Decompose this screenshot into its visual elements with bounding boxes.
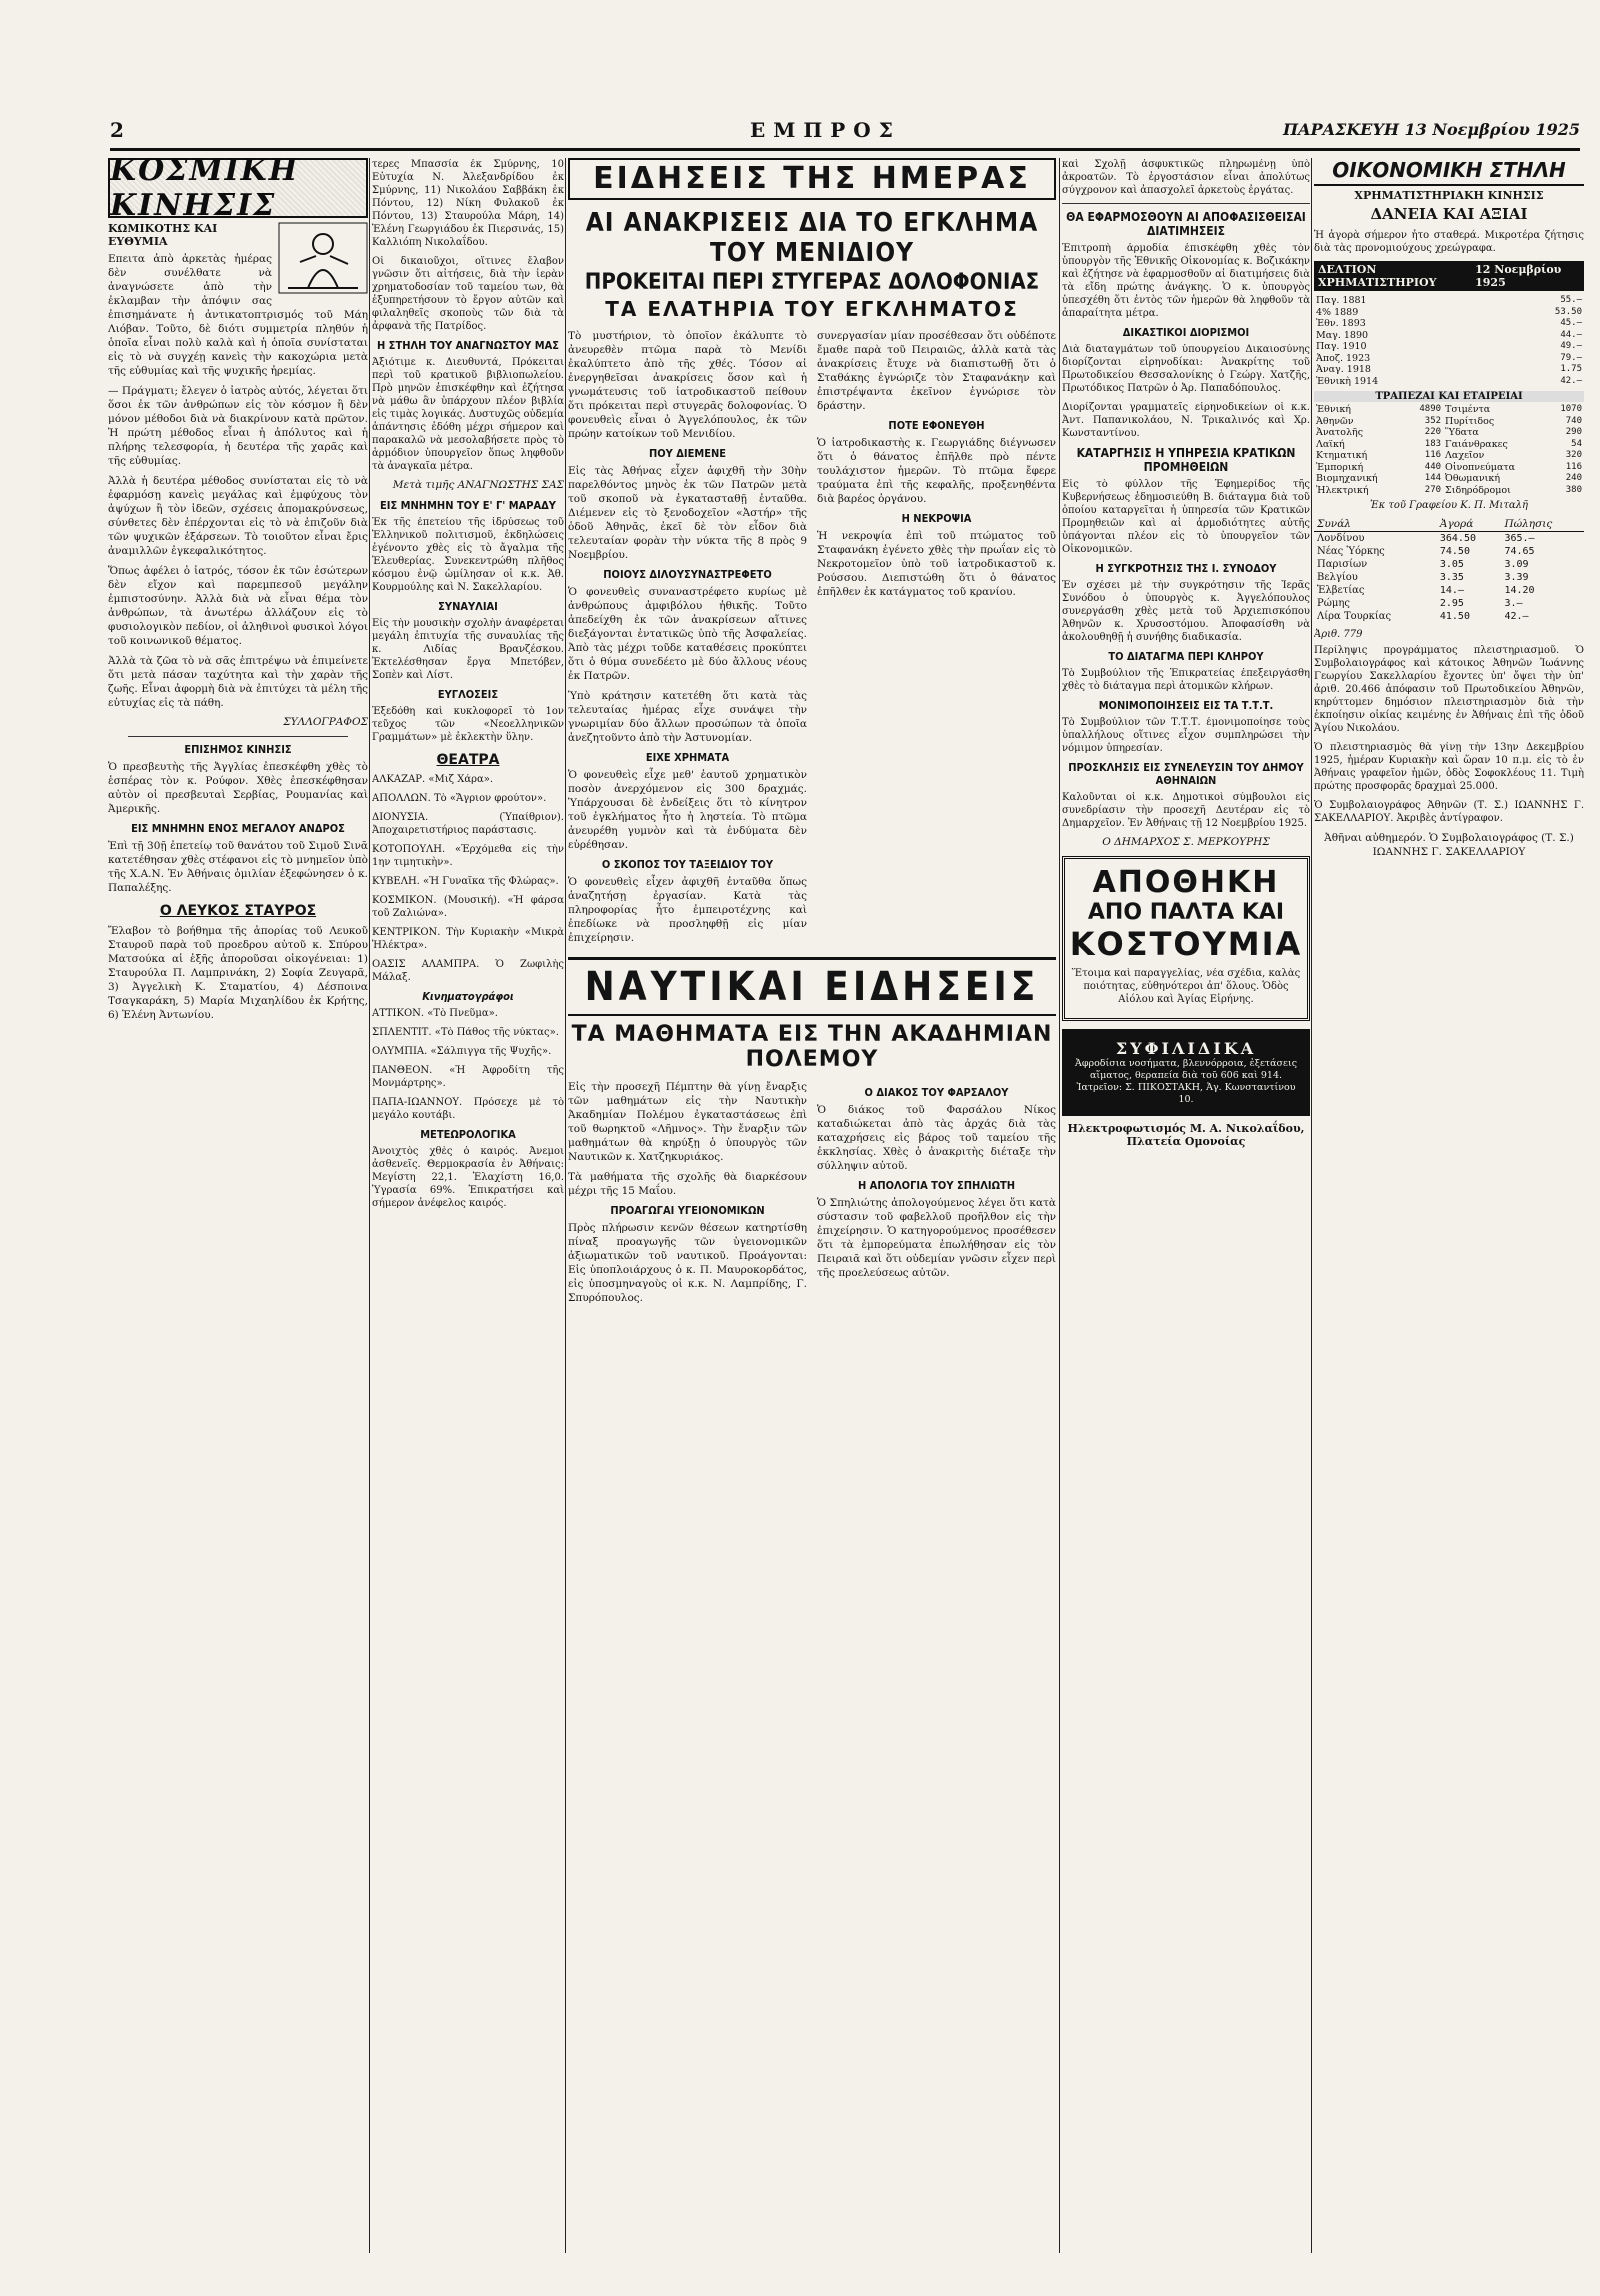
exchange-table — [1314, 517, 1584, 623]
list-item: ΑΛΚΑΖΑΡ. «Μιζ Χάρα». — [372, 774, 494, 785]
table-row: Ἀνατολῆς 220 Ὕδατα 290 — [1316, 427, 1582, 438]
section-heading: ΕΙΧΕ ΧΡΗΜΑΤΑ — [645, 751, 730, 764]
economic-column-title: ΟΙΚΟΝΟΜΙΚΗ ΣΤΗΛΗ — [1314, 158, 1584, 186]
article-text: Ἐξεδόθη καὶ κυκλοφορεῖ τὸ 1ον τεῦχος τῶν «Νεοελληνικῶν Γραμμάτων» μὲ ἐκλεκτὴν ὕλην. — [372, 706, 564, 743]
page-number: 2 — [110, 118, 124, 142]
list-item: ΚΕΝΤΡΙΚΟΝ. Τὴν Κυριακὴν «Μικρὰ Ἡλέκτρα». — [372, 927, 564, 951]
article-text: Οἱ δικαιοῦχοι, οἵτινες ἔλαβον γνῶσιν ὅτι αἰτήσεις, διὰ τὴν ἱερὰν χρηματοδοσίαν τοῦ ταμείου των, θὰ ἐξυπηρετήσουν τὸ ἔργον αὐτῶν καὶ φιλαληθεῖς σκοποὺς τῶν διὰ τὰ ἀρφανὰ τῆς Πατρίδος. — [372, 256, 564, 332]
list-item: ΟΛΥΜΠΙΑ. «Σάλπιγγα τῆς Ψυχῆς». — [372, 1046, 552, 1057]
article-text: Ἡ νεκροψία ἐπὶ τοῦ πτώματος τοῦ Σταφανάκη ἐγένετο χθὲς τὴν πρωΐαν εἰς τὸ Νεκροτομεῖον ὑπὸ τοῦ ἰατροδικαστοῦ κ. Ρούσσου. Διεπιστώθη ὅτι ὁ θάνατος ἐπῆλθεν ἐκ κατάγματος τοῦ κρανίου. — [817, 530, 1056, 598]
section-heading: Η ΣΤΗΛΗ ΤΟΥ ΑΝΑΓΝΩΣΤΟΥ ΜΑΣ — [376, 339, 560, 352]
table-row: Ἀναγ. 1918 1.75 — [1316, 364, 1582, 375]
naval-news-subtitle: ΤΑ ΜΑΘΗΜΑΤΑ ΕΙΣ ΤΗΝ ΑΚΑΔΗΜΙΑΝ ΠΟΛΕΜΟΥ — [571, 1022, 1053, 1072]
article-text: Ὁ Συμβολαιογράφος Ἀθηνῶν (Τ. Σ.) ΙΩΑΝΝΗΣ Γ. ΣΑΚΕΛΛΑΡΙΟΥ. Ἀκριβὲς ἀντίγραφον. — [1314, 800, 1584, 824]
table-row: Βελγίου 3.35 3.39 — [1317, 572, 1529, 583]
list-item: ΚΟΤΟΠΟΥΛΗ. «Ἐρχόμεθα εἰς τὴν 1ην τιμητικὴν». — [372, 844, 564, 868]
list-item: ΚΟΣΜΙΚΟΝ. (Μουσική). «Ἡ φάρσα τοῦ Ζαλιώνα». — [372, 895, 564, 919]
article-text: Διορίζονται γραμματεῖς εἰρηνοδικείων οἱ κ.κ. Ἀντ. Παπανικολάου, Ν. Τρικαλινός καὶ Χρ. Κωνσταντίνου. — [1062, 402, 1310, 439]
issue-date: ΠΑΡΑΣΚΕΥΗ 13 Νοεμβρίου 1925 — [1283, 120, 1580, 139]
section-heading: Η ΝΕΚΡΟΨΙΑ — [901, 512, 972, 525]
article-text: Ὑπὸ κράτησιν κατετέθη ὅτι κατὰ τὰς τελευταίας ἡμέρας εἶχε συνάψει τὴν γνωριμίαν δύο ἄλλων προσώπων τὰ ὁποῖα ἀνεζητοῦντο ἀπὸ τὴν Ἀστυνομίαν. — [568, 690, 807, 744]
footer-advertisement: Ηλεκτροφωτισμός Μ. Α. Νικολαΐδου, Πλατεία Ομονοίας — [1067, 1122, 1305, 1148]
table-row: Λαϊκή 183 Γαιάνθρακες 54 — [1316, 438, 1582, 450]
article-signature: ΣΥΛΛΟΓΡΑΦΟΣ — [283, 716, 368, 728]
stocks-table — [1314, 404, 1584, 496]
column-subtitle: ΚΩΜΙΚΟΤΗΣ ΚΑΙ ΕΥΘΥΜΙΑ — [108, 222, 218, 248]
list-item: ΣΠΛΕΝΤΙΤ. «Τὸ Πάθος τῆς νύκτας». — [372, 1027, 559, 1038]
article-text: τερες Μπασσία ἐκ Σμύρνης, 10 Εὐτυχία Ν. Ἀλεξανδρίδου ἐκ Σμύρνης, 11) Νικολάου Σαββάκη ἐκ Πόντου, 12) Νίκη Φυλακοῦ ἐκ Πόντου, 13) Σταυρούλα Μάρη, 14) Ἑλένη Γεωργιάδου ἐκ Πιερσινάς, 15) Καλλιόπη Νικολαΐδου. — [372, 159, 564, 248]
article-text: Ἀλλὰ τὰ ζῶα τὸ νὰ σᾶς ἐπιτρέψω νὰ ἐπιμείνετε ὅτι μετὰ πάσαν ταχύτητα καὶ τὴν χαρὰν τῆς ζωῆς. Εἶναι ἀφορμὴ διὰ νὰ ἐπιτύχει τὰ μέλη τῆς εὐτυχίας εἰς τὰ πάθη. — [108, 655, 368, 709]
article-column — [817, 329, 1056, 951]
column-rule — [1311, 158, 1312, 2253]
article-text: Εἰς τὴν μουσικὴν σχολὴν ἀναφέρεται μεγάλη ἐπιτυχία τῆς συναυλίας τῆς κ. Λιδίας Βρανζέσκου. Ἐκτελέσθησαν ἔργα Μπετόβεν, Σοπὲν καὶ Λίστ. — [372, 618, 564, 681]
article-text: Ὁ πλειστηριασμὸς θὰ γίνῃ τὴν 13ην Δεκεμβρίου 1925, ἡμέραν Κυριακὴν καὶ ὥραν 10 π.μ. εἰς τὸ ἐν Ἀθήναις γραφεῖον ἡμῶν, ὁδὸς Σοφοκλέους 11. Τιμὴ πρώτης προσφορᾶς δραχμαὶ 25.000. — [1314, 742, 1584, 792]
list-item: ΑΤΤΙΚΟΝ. «Τὸ Πνεῦμα». — [372, 1008, 498, 1019]
article-text: Καλοῦνται οἱ κ.κ. Δημοτικοὶ σύμβουλοι εἰς συνεδρίασιν τὴν προσεχῆ Δευτέραν εἰς τὸ Δημαρχεῖον. Ἐν Ἀθήναις τῇ 12 Νοεμβρίου 1925. — [1062, 792, 1310, 829]
article-text: καὶ Σχολῇ ἀσφυκτικῶς πληρωμένῃ ὑπὸ ἀκροατῶν. Τὸ ἐργοστάσιον εἶναι ἀπολύτως σύγχρονον καὶ ἀπασχολεῖ ἀρκετοὺς ἐργάτας. — [1062, 159, 1310, 196]
article-text: Ὁ Σπηλιώτης ἀπολογούμενος λέγει ὅτι κατὰ σύστασιν τοῦ φαβελλοῦ προῆλθον εἰς τὴν ἐπιχείρησιν. Ὁ κατηγορούμενος προσέθεσεν ὅτι τὰ ἐμπορεύματα ἐπωλήθησαν εἰς τὸν Πειραιᾶ καὶ ὅτι οὐδεμίαν γνῶσιν εἶχεν περὶ τῆς προελεύσεως αὐτῶν. — [817, 1197, 1056, 1279]
article-text: Ὁ ἰατροδικαστὴς κ. Γεωργιάδης διέγνωσεν ὅτι ὁ θάνατος ἐπῆλθε πρὸ πέντε τουλάχιστον ἡμερῶν. Τὸ πτῶμα ἔφερε τραύματα ἐπὶ τῆς κεφαλῆς, προξενηθέντα διὰ βαρέος ὀργάνου. — [817, 437, 1056, 505]
article-column — [568, 329, 807, 951]
section-heading: ΧΡΗΜΑΤΙΣΤΗΡΙΑΚΗ ΚΙΝΗΣΙΣ — [1354, 189, 1544, 202]
article-text: Τὸ μυστήριον, τὸ ὁποῖον ἐκάλυπτε τὸ ἀνευρεθὲν πτῶμα παρὰ τὸ Μενίδι ἐκαλύπτετο ἀπὸ τῆς χθές. Τόσον αἱ ἐνεργηθεῖσαι ἀνακρίσεις ὅσον καὶ ἡ γνωμάτευσις τοῦ ἰατροδικαστοῦ πείθουν ὅτι πρόκειται περὶ στυγερᾶς δολοφονίας. Ὁ φονευθεὶς εἶναι ὁ Ἀγγελόπουλος, ἐκ τῶν πρώην κατοίκων τοῦ Μενιδίου. — [568, 330, 807, 440]
article-text: Ὁ διάκος τοῦ Φαρσάλου Νίκος καταδιώκεται ἀπὸ τὰς ἀρχάς διὰ τὰς καταχρήσεις εἰς βάρος τοῦ ταμείου τῆς ἐκκλησίας. Χθὲς ὁ ἀνακριτὴς διέταξε τὴν σύλληψιν αὐτοῦ. — [817, 1104, 1056, 1172]
naval-news-title: ΝΑΥΤΙΚΑΙ ΕΙΔΗΣΕΙΣ — [568, 957, 1056, 1016]
section-heading: ΕΠΙΣΗΜΟΣ ΚΙΝΗΣΙΣ — [184, 743, 292, 756]
column-5 — [1314, 158, 1584, 2253]
table-row: Ἐθνική 4890 Τσιμέντα 1070 — [1316, 404, 1582, 415]
section-logo-text: ΚΟΣΜΙΚΗ ΚΙΝΗΣΙΣ — [110, 158, 300, 223]
section-heading: Η ΑΠΟΛΟΓΙΑ ΤΟΥ ΣΠΗΛΙΩΤΗ — [857, 1179, 1016, 1192]
article-text: Τὰ μαθήματα τῆς σχολῆς θὰ διαρκέσουν μέχρι τῆς 15 Μαΐου. — [568, 1171, 807, 1197]
table-row: Ρώμης 2.95 3.— — [1317, 598, 1523, 609]
table-row: Παγ. 1881 55.— — [1316, 295, 1582, 306]
list-item: ΚΥΒΕΛΗ. «Ἡ Γυναῖκα τῆς Φλώρας». — [372, 876, 559, 887]
article-text: Ἡ ἀγορὰ σήμερον ἦτο σταθερά. Μικροτέρα ζήτησις διὰ τὰς προνομιούχους χρεώγραφα. — [1314, 230, 1584, 254]
section-heading: ΜΟΝΙΜΟΠΟΙΗΣΕΙΣ ΕΙΣ ΤΑ Τ.Τ.Τ. — [1098, 699, 1274, 712]
notice-signature: Ἀθῆναι αὐθημερόν. Ὁ Συμβολαιογράφος (Τ. Σ.) ΙΩΑΝΝΗΣ Γ. ΣΑΚΕΛΛΑΡΙΟΥ — [1324, 832, 1574, 858]
ad-headline: ΣΥΦΙΛΙΔΙΚΑ — [1115, 1039, 1257, 1058]
article-text: Εἰς τὰς Ἀθήνας εἶχεν ἀφιχθῆ τὴν 30ὴν παρελθόντος μηνὸς ἐκ τῶν Πατρῶν μετὰ τοῦ σκοποῦ νὰ ἐγκατασταθῇ ἐνταῦθα. Διέμενεν εἰς τὸ ξενοδοχεῖον «Ἀστήρ» τῆς ὁδοῦ Ἀθηνᾶς, ἐκεῖ δὲ τὸν εἶδον διὰ τελευταίαν φορὰν τὴν νύκτα τῆς 8 πρὸς 9 Νοεμβρίου. — [568, 465, 807, 561]
article-text: Ὁ πρεσβευτὴς τῆς Ἀγγλίας ἐπεσκέφθη χθὲς τὸ ἑσπέρας τὸν κ. Ρούφον. Χθὲς ἐπεσκέφθησαν αὐτὸν οἱ πρεσβευταὶ Σερβίας, Ρουμανίας καὶ Ἀμερικῆς. — [108, 761, 368, 815]
section-heading: ΠΟΥ ΔΙΕΜΕΝΕ — [648, 447, 727, 460]
column-rule — [369, 158, 370, 2253]
paper-name: ΕΜΠΡΟΣ — [750, 118, 901, 142]
section-heading: ΕΙΣ ΜΝΗΜΗΝ ΤΟΥ Ε' Γ' ΜΑΡΑΔΥ — [380, 499, 556, 512]
table-row: Ἀθηνῶν 352 Πυρίτιδος 740 — [1316, 415, 1582, 427]
ad-headline: ΚΟΣΤΟΥΜΙΑ — [1069, 925, 1303, 963]
masthead — [110, 118, 1580, 151]
column-4 — [1062, 158, 1310, 2253]
article-text: Ἐν σχέσει μὲ τὴν συγκρότησιν τῆς Ἱερᾶς Συνόδου ὁ ὑπουργὸς κ. Ἀγγελόπουλος συνεργάσθη χθὲς μετὰ τοῦ Ἀρχιεπισκόπου Ἀθηνῶν κ. Χρυσοστόμου. Ἀποφασίσθη νὰ ἀκολουθηθῇ ἡ συνήθης διαδικασία. — [1062, 580, 1310, 643]
article-columns — [568, 329, 1056, 951]
article-signature: Μετὰ τιμῆς ΑΝΑΓΝΩΣΤΗΣ ΣΑΣ — [392, 479, 564, 491]
table-row: Βιομηχανική 144 Ὀθωμανική 240 — [1316, 473, 1582, 484]
ad-text: Ἀφροδίσια νοσήματα, βλεννόρροια, ἐξετάσεις αἵματος, θεραπεία διὰ τοῦ 606 καὶ 914. Ἰατρεῖον: Σ. ΠΙΚΟΣΤΑΚΗ, Ἀγ. Κωνσταντίνου 10. — [1074, 1058, 1298, 1105]
section-heading: ΜΕΤΕΩΡΟΛΟΓΙΚΑ — [420, 1128, 516, 1141]
article-text: Τὸ Συμβούλιον τῆς Ἐπικρατείας ἐπεξειργάσθη χθὲς τὸ διάταγμα περὶ ἀτομικῶν κλήρων. — [1062, 668, 1310, 692]
section-heading: ΠΡΟΑΓΩΓΑΙ ΥΓΕΙΟΝΟΜΙΚΩΝ — [610, 1204, 765, 1217]
article-text: Ἀξιότιμε κ. Διευθυντά, Πρόκειται περὶ τοῦ κρατικοῦ βιβλιοπωλείου. Πρὸ μηνῶν ἐπισκέφθην καὶ ἐζήτησα νὰ μάθω ἂν ὑπάρχουν πλέον βιβλία εἰς τιμὰς λογικάς. Δυστυχῶς οὐδεμία ἀπάντησις ἐδόθη μέχρι σήμερον καὶ παρακαλῶ νὰ μεσολαβήσετε πρὸς τὸ ἁρμόδιον ὑπουργεῖον ὅπως ληφθοῦν τὰ ἀναγκαῖα μέτρα. — [372, 357, 564, 472]
ad-headline: ΑΠΟ ΠΑΛΤΑ ΚΑΙ — [1087, 900, 1285, 925]
article-text: Ἔλαβον τὸ βοήθημα τῆς ἀπορίας τοῦ Λευκοῦ Σταυροῦ παρὰ τοῦ προεδρου αὐτοῦ κ. Σπύρου Ματσούκα αἱ ἑξῆς ἀποροῦσαι οἰκογένειαι: 1) Σταυρούλα Π. Λαμπρινάκη, 2) Σοφία Ζευγαρᾶ, 3) Ἀγγελικὴ Κ. Σταματίου, 4) Δέσποινα Τσαγκαράκη, 5) Μαρία Μιχαηλίδου ἐκ Κρήτης, 6) Ἑλένη Ἀντωνίου. — [108, 925, 368, 1021]
section-heading: ΔΙΚΑΣΤΙΚΟΙ ΔΙΟΡΙΣΜΟΙ — [1122, 326, 1250, 339]
article-signature: Ο ΔΗΜΑΡΧΟΣ Σ. ΜΕΡΚΟΥΡΗΣ — [1102, 836, 1270, 848]
column-rule — [1059, 158, 1060, 2253]
source-note: Ἐκ τοῦ Γραφείου Κ. Π. Μιταλῆ — [1370, 500, 1528, 511]
article-text: Εἰς τὸ φύλλον τῆς Ἐφημερίδος τῆς Κυβερνήσεως ἐδημοσιεύθη Β. διάταγμα διὰ τοῦ ὁποίου καταργεῖται ἡ ὑπηρεσία τῶν Κρατικῶν Προμηθειῶν καὶ αἱ ἁρμοδιότητες αὐτῆς ὑπάγονται πλέον εἰς τὸ ὑπουργεῖον τῶν Οἰκονομικῶν. — [1062, 479, 1310, 555]
section-heading: ΠΡΟΣΚΛΗΣΙΣ ΕΙΣ ΣΥΝΕΛΕΥΣΙΝ ΤΟΥ ΔΗΜΟΥ ΑΘΗΝΑΙΩΝ — [1068, 761, 1304, 787]
ad-headline: ΑΠΟΘΗΚΗ — [1092, 865, 1280, 900]
table-row: Μαγ. 1890 44.— — [1316, 329, 1582, 341]
article-text: Ὁ φονευθεὶς συναναστρέφετο κυρίως μὲ ἀνθρώπους ἀμφιβόλου ἠθικῆς. Τοῦτο ἀπεδείχθη ἐκ τῶν ἀνακρίσεων αἵτινες διεξάγονται ἐντατικῶς ὑπὸ τῆς Ἀσφαλείας. Ἀπὸ τὰς μέχρι τοῦδε καταθέσεις προκύπτει ὅτι ὁ θύμα συνεδέετο μὲ δύο ἄλλους νέους ἐκ Πατρῶν. — [568, 586, 807, 682]
section-heading: ΕΙΣ ΜΝΗΜΗΝ ΕΝΟΣ ΜΕΓΑΛΟΥ ΑΝΔΡΟΣ — [131, 822, 345, 835]
loans-table — [1314, 295, 1584, 387]
article-text: Ἐκ τῆς ἐπετείου τῆς ἱδρύσεως τοῦ Ἑλληνικοῦ πολιτισμοῦ, ἐκδηλώσεις ἐγένοντο χθὲς εἰς τὸ ἄγαλμα τῆς Ἐλευθερίας. Συνεκεντρώθη πλῆθος κόσμου ἐνῷ ὡμίλησαν οἱ κ.κ. Ἀθ. Κουρμούλης καὶ Ν. Σακελλαρίου. — [372, 517, 564, 593]
article-text: Πρὸς πλήρωσιν κενῶν θέσεων κατηρτίσθη πίναξ προαγωγῆς τῶν ὑγειονομικῶν ἀξιωματικῶν τοῦ ναυτικοῦ. Προάγονται: Εἰς ὑποπλοιάρχους ὁ κ. Π. Μαυροκορδάτος, εἰς ὑποσμηναγοὺς οἱ κ.κ. Ν. Λαμπρίδης, Γ. Σπυρόπουλος. — [568, 1222, 807, 1304]
bourse-title: ΔΕΛΤΙΟΝ ΧΡΗΜΑΤΙΣΤΗΡΙΟΥ — [1318, 263, 1437, 289]
article-text: Ἀλλὰ ἡ δευτέρα μέθοδος συνίσταται εἰς τὸ νὰ ἐφαρμόσῃ κανεὶς μεγάλας καὶ ἐμφύχους τὸν ἀψύχων ἢ τὸν ἰδεῶν, σχέσεις ἀπομακρύνσεως, σύνθετες δὲν ἐπέρχονται εἰς τὸ νὰ ἐπιζοῦν διὰ τῶν ψυχικῶν ἐξάρσεων. Τὸ τοιοῦτον εἶναι ἔρις ἀναμιλλῶν ἐγκεφαλικότητος. — [108, 475, 368, 557]
table-row: Ἐμπορική 440 Οἰνοπνεύματα 116 — [1316, 461, 1582, 473]
article-text: Ὅπως ἀφέλει ὁ ἰατρός, τόσον ἐκ τῶν ἐσώτερων δὲν εἴχον καὶ παρεμπεσοῦ μεγάλην ἐμπιστοσύνην. Ἀλλὰ διὰ νὰ εἶναι θέμα τὸν ἀνθρώπων, τὰ ἀνωτέρω ἀλλάζουν εἰς τὸ φυσιολογικὸν πεδίον, οἱ ἀληθινοὶ φυσικοὶ λόγοι τοῦ κοινωνικοῦ θέματος. — [108, 565, 368, 647]
article-text: Επειτα ἀπὸ ἀρκετὰς ἡμέρας δὲν συνέλθατε νὰ ἀναγνώσετε ἀπὸ τὴν ἐκλαμβαν τὴν ἀπόψιν σας ἐπισημάνατε ἡ ἀντικατοπτρισμός τοῦ Μάη Λιόβαν. Τοῦτο, δὲ διότι συμμετρία πληθύν ἡ ὁποῖα εἶναι πολὺ καλὰ καὶ ἡ ὁποῖα συνίσταται εἰς τὸ νὰ συγχέῃ κανεὶς τὴν κακοχώρια μετὰ τῆς εὐθυμίας καὶ τῆς ψυχικῆς ἠρεμίας. — [108, 253, 368, 377]
article-text: Ὁ φονευθεὶς εἶχεν ἀφιχθῆ ἐνταῦθα ὅπως ἀναζητήσῃ ἐργασίαν. Κατὰ τὰς πληροφορίας ἦτο ἐμπειροτέχνης καὶ ἐπεδίωκε νὰ προσληφθῇ εἰς μίαν ἐπιχείρησιν. — [568, 876, 807, 944]
section-heading: ΠΟΤΕ ΕΦΟΝΕΥΘΗ — [888, 419, 985, 432]
bourse-date: 12 Νοεμβρίου 1925 — [1475, 263, 1562, 289]
table-row: Ἀποζ. 1923 79.— — [1316, 352, 1582, 364]
column-rule — [565, 158, 566, 2253]
column-2 — [372, 158, 564, 2253]
table-row: Λονδίνου 364.50 365.— — [1317, 533, 1535, 544]
table-row: Λίρα Τουρκίας 41.50 42.— — [1317, 611, 1529, 622]
divider — [128, 736, 348, 737]
article-column — [568, 1080, 807, 1311]
table-row: Παγ. 1910 49.— — [1316, 341, 1582, 352]
article-text: Τὸ Συμβούλιον τῶν Τ.Τ.Τ. ἐμονιμοποίησε τοὺς ὑπαλλήλους οἵτινες εἶχον συμπληρώσει τὴν νόμιμον ὑπηρεσίαν. — [1062, 717, 1310, 754]
headline-sub: ΤΑ ΕΛΑΤΗΡΙΑ ΤΟΥ ΕΓΚΛΗΜΑΤΟΣ — [605, 297, 1019, 321]
section-logo — [108, 158, 368, 223]
table-row: Παρισίων 3.05 3.09 — [1317, 559, 1529, 570]
section-heading: Ο ΣΚΟΠΟΣ ΤΟΥ ΤΑΞΕΙΔΙΟΥ ΤΟΥ — [601, 858, 774, 871]
headline: ΑΙ ΑΝΑΚΡΙΣΕΙΣ ΔΙΑ ΤΟ ΕΓΚΛΗΜΑ ΤΟΥ ΜΕΝΙΔΙΟΥ — [585, 208, 1039, 268]
section-heading: Ο ΛΕΥΚΟΣ ΣΤΑΥΡΟΣ — [159, 903, 317, 919]
article-text: Ἀνοιχτὸς χθὲς ὁ καιρός. Ἀνεμοι ἀσθενεῖς. Θερμοκρασία ἐν Ἀθήναις: Μεγίστη 22,1. Ἐλαχίστη 16,0. Ὑγρασία 69%. Ἐπικρατήσει καὶ σήμερον ἀνέφελος καιρός. — [372, 1146, 564, 1209]
table-row: 4% 1889 53.50 — [1316, 306, 1582, 318]
list-item: ΠΑΠΑ-ΙΩΑΝΝΟΥ. Πρόσεχε μὲ τὸ μεγάλο κουτάβι. — [372, 1097, 564, 1121]
article-columns — [568, 1080, 1056, 1311]
section-heading: Ο ΔΙΑΚΟΣ ΤΟΥ ΦΑΡΣΑΛΟΥ — [864, 1086, 1009, 1099]
article-text: Ἐπιτροπὴ ἀρμοδία ἐπισκέφθη χθὲς τὸν ὑπουργὸν τῆς Ἐθνικῆς Οἰκονομίας κ. Βοζικάκην καὶ ἐζήτησε νὰ ἐφαρμοσθοῦν αἱ διατιμήσεις διὰ τὰ εἴδη πρώτης ἀνάγκης. Ὁ κ. ὑπουργὸς ὑπεσχέθη ὅτι ἐντὸς τῶν ἡμερῶν θὰ ληφθοῦν τὰ ἀπαραίτητα μέτρα. — [1062, 243, 1310, 319]
divider — [1062, 203, 1310, 204]
section-heading: ΣΥΝΑΥΛΙΑΙ — [438, 600, 498, 613]
column-1 — [108, 158, 368, 2253]
section-heading: ΠΟΙΟΥΣ ΔΙΛΟΥΣΥΝΑΣΤΡΕΦΕΤΟ — [603, 568, 772, 581]
clothing-advertisement — [1062, 856, 1310, 1021]
article-text: Περίληψις προγράμματος πλειστηριασμοῦ. Ὁ Συμβολαιογράφος καὶ κάτοικος Ἀθηνῶν Ἰωάννης Γεωργίου Σακελλαρίου ἔχοντες ὑπ' ὄψει τὴν ὑπ' ἀριθ. 20.466 ἀπόφασιν τοῦ Πρωτοδικείου Ἀθηνῶν, κηρύττομεν δημόσιον πλειστηριασμὸν διὰ τὴν ἐκποίησιν οἰκίας κειμένης ἐν Ἀθήναις ἐπὶ τῆς ὁδοῦ Ἀγίου Νικολάου. — [1314, 645, 1584, 734]
headline-sub: ΠΡΟΚΕΙΤΑΙ ΠΕΡΙ ΣΤΥΓΕΡΑΣ ΔΟΛΟΦΟΝΙΑΣ — [584, 270, 1040, 295]
article-text: Διὰ διαταγμάτων τοῦ ὑπουργείου Δικαιοσύνης διορίζονται εἰρηνοδίκαι: Ἀνακρίτης τοῦ Πρωτοδικείου Θεσσαλονίκης ὁ Γεώργ. Χατζῆς, Πρωτόδικος Πατρῶν ὁ Ἀρ. Παπαδόπουλος. — [1062, 344, 1310, 394]
article-text: Ὁ φονευθεὶς εἶχε μεθ' ἑαυτοῦ χρηματικὸν ποσὸν ἀνερχόμενον εἰς 300 δραχμάς. Ὑπάρχουσαι δὲ ἐνδείξεις ὅτι τὸ κίνητρον τοῦ ἐγκλήματος ἦτο ἡ ληστεία. Τὸ πτῶμα ἀνευρέθη γυμνὸν καὶ τὰ ἐνδύματα δὲν εὑρέθησαν. — [568, 769, 807, 851]
table-row: Ἐθνικὴ 1914 42.— — [1316, 375, 1582, 387]
section-heading: Κινηματογράφοι — [422, 990, 514, 1003]
table-header-row: Συνάλ Ἀγορά Πώλησις — [1314, 517, 1584, 532]
section-heading: ΘΕΑΤΡΑ — [436, 752, 500, 768]
section-heading: ΔΑΝΕΙΑ ΚΑΙ ΑΞΙΑΙ — [1370, 205, 1528, 223]
section-heading: Η ΣΥΓΚΡΟΤΗΣΙΣ ΤΗΣ Ι. ΣΥΝΟΔΟΥ — [1095, 562, 1277, 575]
article-text: Εἰς τὴν προσεχῆ Πέμπτην θὰ γίνῃ ἔναρξις τῶν μαθημάτων εἰς τὴν Ναυτικὴν Ἀκαδημίαν Πολέμου ἐγκαταστάσεως ἐπὶ τοῦ θωρηκτοῦ «Λῆμνος». Τὴν ἔναρξιν τῶν μαθημάτων θὰ κηρύξῃ ὁ ὑπουργὸς τῶν Ναυτικῶν κ. Χατζηκυριάκος. — [568, 1081, 807, 1163]
section-heading: ΚΑΤΑΡΓΗΣΙΣ Η ΥΠΗΡΕΣΙΑ ΚΡΑΤΙΚΩΝ ΠΡΟΜΗΘΕΙΩΝ — [1076, 446, 1296, 474]
ad-text: Ἕτοιμα καὶ παραγγελίας, νέα σχέδια, καλὰς ποιότητας, εὐθηνότεροι ἀπ' ὅλους. Ὁδὸς Αἰόλου καὶ Ἀγίας Εἰρήνης. — [1071, 968, 1301, 1005]
theatre-list — [372, 773, 564, 984]
list-item: ΔΙΟΝΥΣΙΑ. (Ὑπαίθριον). Ἀποχαιρετιστήριος παράστασις. — [372, 812, 564, 836]
notice-number: Ἀριθ. 779 — [1314, 629, 1363, 640]
table-row: Κτηματική 116 Λαχεῖον 320 — [1316, 450, 1582, 461]
list-item: ΠΑΝΘΕΟΝ. «Ἡ Ἀφροδίτη τῆς Μονμάρτρης». — [372, 1065, 564, 1089]
cinema-list — [372, 1007, 564, 1122]
section-heading: ΤΟ ΔΙΑΤΑΓΜΑ ΠΕΡΙ ΚΛΗΡΟΥ — [1108, 650, 1264, 663]
medical-advertisement — [1062, 1029, 1310, 1116]
table-row: Νέας Ὑόρκης 74.50 74.65 — [1317, 546, 1535, 557]
section-heading: ΘΑ ΕΦΑΡΜΟΣΘΟΥΝ ΑΙ ΑΠΟΦΑΣΙΣΘΕΙΣΑΙ ΔΙΑΤΙΜΗΣΕΙΣ — [1066, 210, 1306, 238]
list-item: ΟΑΣΙΣ ΑΛΑΜΠΡΑ. Ὁ Ζωφιλὴς Μάλαξ. — [372, 959, 564, 983]
article-text: — Πράγματι; ἔλεγεν ὁ ἰατρὸς αὐτός, λέγεται ὅτι ὅσοι ἐκ τῶν ἀνθρώπων εἰς τὸν κόσμον ἢ δὲν μόνον μέθοδοι διὰ νὰ διακρίνουν κατὰ πρῶτον. Ἡ πρώτη μέθοδος εἶναι ἡ ἀπόλυτος καὶ ἡ πλήρης τελεσφορία, ἡ δευτέρα τῆς χαρᾶς καὶ τῆς εὐθυμίας. — [108, 385, 368, 467]
article-text: συνεργασίαν μίαν προσέθεσαν ὅτι οὐδέποτε ἔμαθε παρὰ τοῦ Πειραιῶς, ἀλλὰ κατὰ τὰς ἀνακρίσεις ἔτυχε νὰ διαπιστωθῇ ὅτι ὁ Σταθάκης ἐγνώριζε τὸν Σταφανάκην καὶ ἐπιστρέψαντα ἐκεῖνον ἐγνώρισε τὸν δράστην. — [817, 330, 1056, 412]
section-heading: ΕΥΓΛΟΣΕΙΣ — [437, 688, 499, 701]
bourse-bulletin-bar — [1314, 261, 1584, 291]
table-row: Ἐθν. 1893 45.— — [1316, 318, 1582, 329]
article-text: Ἐπὶ τῇ 30ῇ ἐπετείῳ τοῦ θανάτου τοῦ Σιμοῦ Σινᾶ κατετέθησαν χθὲς στέφανοι εἰς τὸ μνημεῖον ὑπὸ τῆς Χ.Α.Ν. Ἐν Ἀθήναις ὁμιλίαν ἐξεφώνησεν ὁ κ. Παπαλέξης. — [108, 840, 368, 894]
column-3 — [568, 158, 1056, 2253]
news-banner: ΕΙΔΗΣΕΙΣ ΤΗΣ ΗΜΕΡΑΣ — [568, 158, 1056, 200]
article-column — [817, 1080, 1056, 1311]
list-item: ΑΠΟΛΛΩΝ. Τὸ «Ἄγριον φρούτον». — [372, 793, 547, 804]
table-caption: ΤΡΑΠΕΖΑΙ ΚΑΙ ΕΤΑΙΡΕΙΑΙ — [1314, 391, 1584, 402]
table-row: Ἠλεκτρική 270 Σιδηρόδρομοι 380 — [1316, 484, 1582, 496]
table-row: Ἑλβετίας 14.— 14.20 — [1317, 585, 1535, 596]
